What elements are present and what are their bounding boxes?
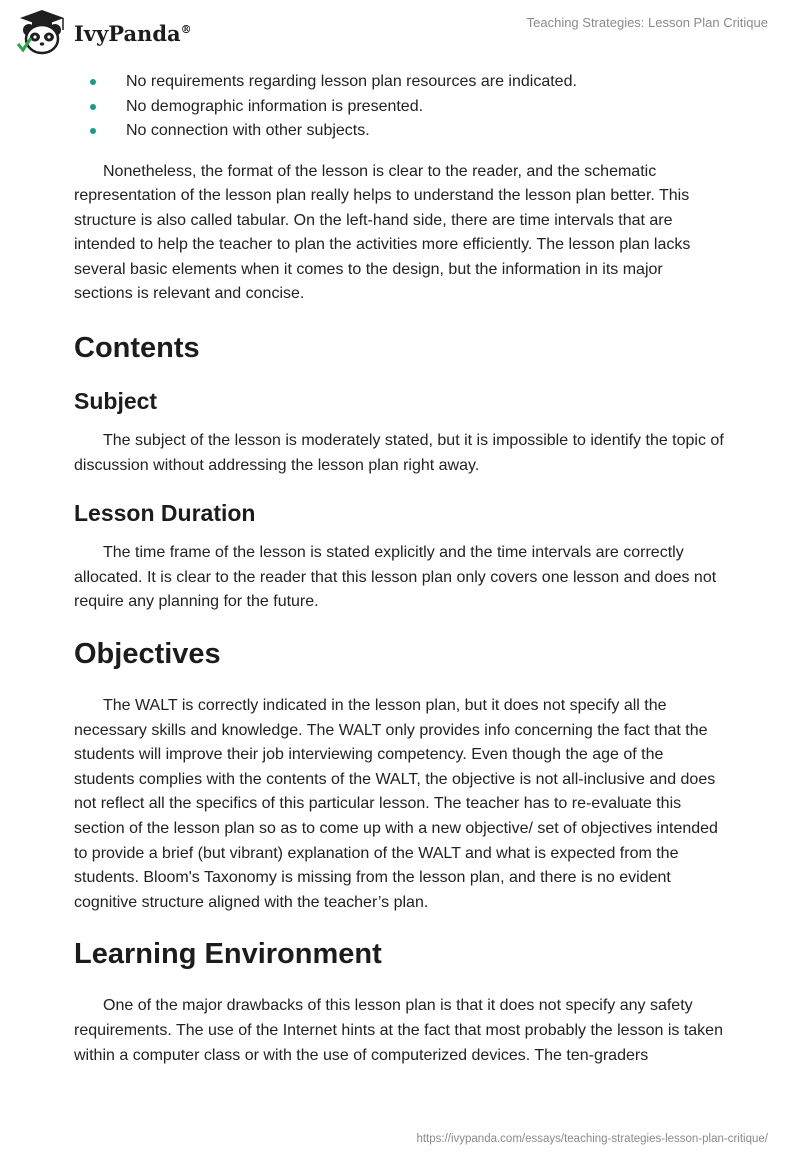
list-item: No demographic information is presented. <box>74 95 724 120</box>
environment-paragraph: One of the major drawbacks of this lesson plan is that it does not specify any safety requirements. The use of the Internet hints at the fact that most probably the lesson is taken within a computer class or with the use of computerized devices. The ten-graders <box>74 997 723 1064</box>
deficiency-list <box>74 70 724 144</box>
heading-objectives: Objectives <box>74 638 221 671</box>
document-title: Teaching Strategies: Lesson Plan Critique <box>526 15 768 30</box>
source-url[interactable]: https://ivypanda.com/essays/teaching-strategies-lesson-plan-critique/ <box>416 1133 768 1145</box>
bullet-dot-icon <box>90 79 96 85</box>
list-item: No requirements regarding lesson plan resources are indicated. <box>74 70 724 95</box>
objectives-paragraph: The WALT is correctly indicated in the lesson plan, but it does not specify all the necessary skills and knowledge. The WALT only provides info concerning the fact that the students will improve their job interviewing competency. Even though the age of the students complies with the contents of the WALT, the objective is not all-inclusive and does not reflect all the specifics of this particular lesson. The teacher has to re-evaluate this section of the lesson plan so as to come up with a new objective/ set of objectives intended to provide a brief (but vibrant) explanation of the WALT and what is expected from the students. Bloom's Taxonomy is missing from the lesson plan, and there is no evident cognitive structure aligned with the teacher’s plan. <box>74 697 718 911</box>
brand-name: IvyPanda® <box>74 20 192 46</box>
panda-mascot-icon <box>14 8 70 56</box>
bullet-dot-icon <box>90 104 96 110</box>
heading-subject: Subject <box>74 388 158 415</box>
intro-paragraph: Nonetheless, the format of the lesson is clear to the reader, and the schematic representation of the lesson plan really helps to understand the lesson plan better. This structure is also called tabular. On the left-hand side, there are time intervals that are intended to help the teacher to plan the activities more efficiently. The lesson plan lacks several basic elements when it comes to the design, but the information in its major sections is relevant and concise. <box>74 162 691 303</box>
list-item: No connection with other subjects. <box>74 119 724 144</box>
brand-logo[interactable] <box>14 8 192 56</box>
heading-contents: Contents <box>74 332 200 365</box>
heading-learning-environment: Learning Environment <box>74 938 382 971</box>
subject-paragraph: The subject of the lesson is moderately stated, but it is impossible to identify the topic of discussion without addressing the lesson plan right away. <box>74 432 724 474</box>
article-body <box>74 70 724 1068</box>
bullet-dot-icon <box>90 128 96 134</box>
page-header <box>0 0 800 62</box>
heading-lesson-duration: Lesson Duration <box>74 500 256 527</box>
duration-paragraph: The time frame of the lesson is stated explicitly and the time intervals are correctly allocated. It is clear to the reader that this lesson plan only covers one lesson and does not require any planning for the future. <box>74 544 717 611</box>
